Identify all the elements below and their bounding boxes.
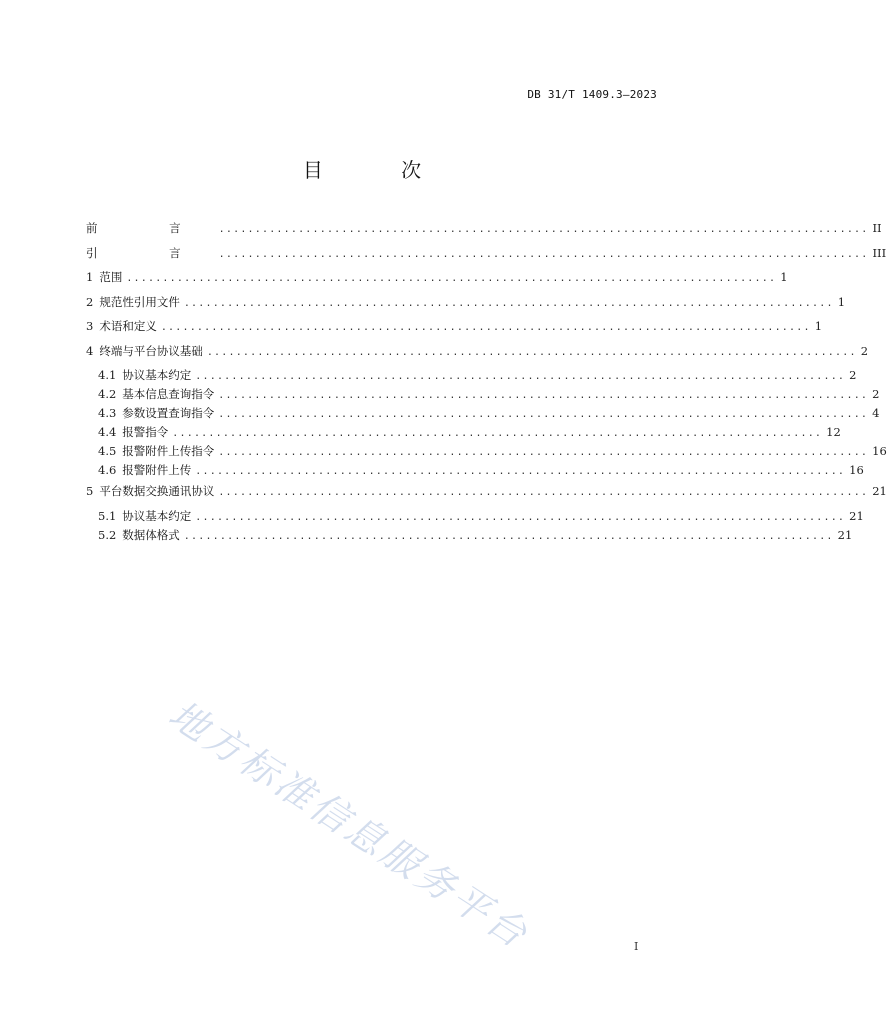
toc-entry-3[interactable] <box>86 318 823 343</box>
toc-leader-dots: .......................................................................................... <box>172 428 823 439</box>
toc-entry-page: 1 <box>814 319 823 333</box>
toc-leader-dots: .......................................................................................... <box>218 487 869 498</box>
toc-entry-page: 16 <box>872 444 887 458</box>
toc-entry-page: III <box>872 245 887 260</box>
toc-entry-page: 2 <box>849 368 857 382</box>
page-number: I <box>634 940 639 953</box>
toc-entry-page: 2 <box>872 387 880 401</box>
toc-entry-page: 4 <box>872 406 880 420</box>
toc-leader-dots: .......................................................................................... <box>218 409 869 420</box>
toc-entry-number: 4 <box>86 343 94 358</box>
toc-entry-label: 引 言 <box>86 245 215 260</box>
toc-entry-number: 4.5 <box>98 444 117 458</box>
table-of-contents <box>86 220 887 546</box>
toc-leader-dots: .......................................................................................... <box>126 273 777 284</box>
toc-entry-4-3[interactable] <box>86 405 880 424</box>
toc-leader-dots: .......................................................................................... <box>195 466 846 477</box>
toc-entry-label: 数据体格式 <box>122 527 180 542</box>
toc-entry-4-2[interactable] <box>86 386 880 405</box>
toc-entry-label: 范围 <box>99 270 123 284</box>
toc-entry-number: 5.2 <box>98 527 117 542</box>
toc-entry-page: 16 <box>849 463 864 477</box>
toc-entry-label: 术语和定义 <box>99 319 157 333</box>
toc-entry-label: 参数设置查询指令 <box>122 406 215 420</box>
toc-entry-page: 21 <box>837 527 853 542</box>
toc-entry-label: 协议基本约定 <box>122 508 192 523</box>
toc-leader-dots: .......................................................................................... <box>218 224 869 235</box>
toc-entry-1[interactable] <box>86 269 788 294</box>
toc-entry-introduction[interactable] <box>86 245 887 270</box>
toc-leader-dots: .......................................................................................... <box>206 346 857 358</box>
toc-entry-label: 前 言 <box>86 221 215 235</box>
document-code: DB 31/T 1409.3—2023 <box>527 88 657 101</box>
toc-entry-number: 4.1 <box>98 368 117 382</box>
toc-leader-dots: .......................................................................................... <box>218 447 869 458</box>
toc-leader-dots: .......................................................................................... <box>218 248 869 260</box>
toc-entry-label: 报警附件上传指令 <box>122 444 215 458</box>
toc-entry-number: 4.4 <box>98 425 117 439</box>
toc-leader-dots: .......................................................................................... <box>195 511 846 523</box>
toc-entry-4-5[interactable] <box>86 443 887 462</box>
toc-entry-label: 终端与平台协议基础 <box>99 343 203 358</box>
toc-leader-dots: .......................................................................................... <box>195 371 846 382</box>
toc-entry-number: 4.2 <box>98 387 117 401</box>
toc-entry-5-1[interactable] <box>86 508 864 527</box>
toc-entry-page: 12 <box>826 425 841 439</box>
toc-entry-4-4[interactable] <box>86 424 841 443</box>
toc-entry-number: 1 <box>86 270 94 284</box>
toc-entry-foreword[interactable] <box>86 220 882 245</box>
toc-entry-5[interactable] <box>86 483 887 508</box>
toc-entry-label: 报警指令 <box>122 425 169 439</box>
toc-entry-label: 报警附件上传 <box>122 463 192 477</box>
toc-entry-label: 基本信息查询指令 <box>122 387 215 401</box>
toc-entry-number: 4.3 <box>98 406 117 420</box>
toc-entry-page: 1 <box>837 294 846 309</box>
toc-entry-page: 21 <box>872 484 887 498</box>
toc-entry-number: 5 <box>86 484 94 498</box>
toc-entry-page: 21 <box>849 508 864 523</box>
toc-entry-number: 3 <box>86 319 94 333</box>
toc-entry-label: 协议基本约定 <box>122 368 192 382</box>
toc-title: 目 次 <box>302 158 458 182</box>
toc-entry-label: 规范性引用文件 <box>99 294 180 309</box>
toc-entry-number: 4.6 <box>98 463 117 477</box>
toc-entry-4-6[interactable] <box>86 462 864 481</box>
toc-entry-2[interactable] <box>86 294 846 319</box>
toc-entry-page: 1 <box>780 270 788 284</box>
toc-leader-dots: .......................................................................................... <box>160 322 811 333</box>
toc-entry-label: 平台数据交换通讯协议 <box>99 484 215 498</box>
toc-entry-4[interactable] <box>86 343 869 368</box>
toc-leader-dots: .......................................................................................... <box>183 530 834 542</box>
toc-leader-dots: .......................................................................................... <box>218 390 869 401</box>
toc-entry-page: 2 <box>860 343 869 358</box>
toc-entry-page: II <box>872 221 882 235</box>
toc-leader-dots: .......................................................................................... <box>183 297 834 309</box>
toc-entry-number: 5.1 <box>98 508 117 523</box>
toc-entry-5-2[interactable] <box>86 527 853 546</box>
toc-entry-number: 2 <box>86 294 94 309</box>
toc-entry-4-1[interactable] <box>86 367 857 386</box>
watermark: 地方标准信息服务平台 <box>161 691 538 958</box>
